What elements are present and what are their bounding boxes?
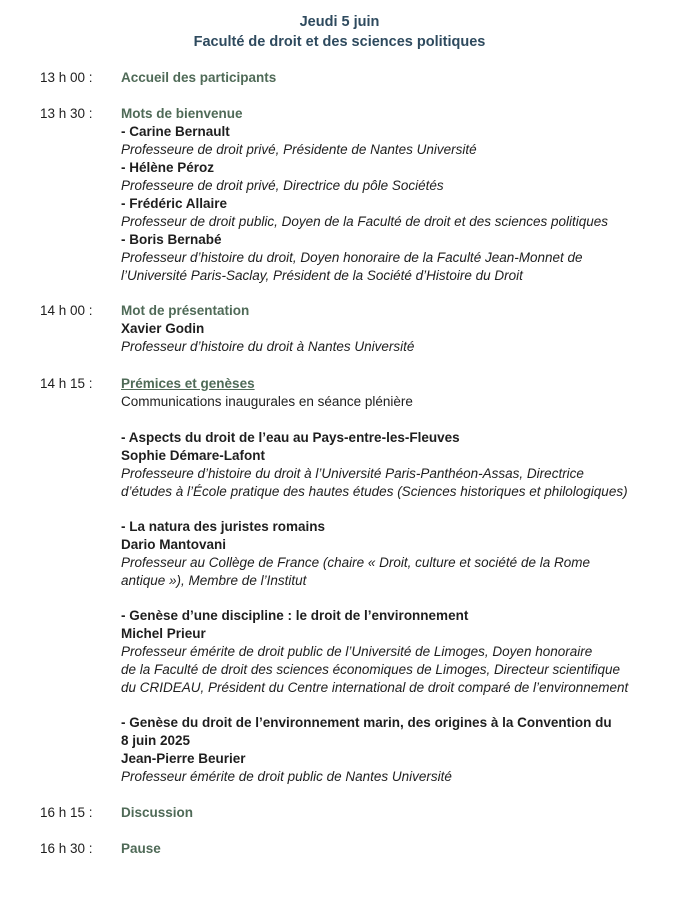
talk-title: 8 juin 2025 [121, 733, 191, 748]
speaker-name: Xavier Godin [121, 321, 205, 336]
speaker-role: l’Université Paris-Saclay, Président de la Société d’Histoire du Droit [121, 268, 523, 283]
speaker-role: Professeur au Collège de France (chaire « Droit, culture et société de la Rome [121, 555, 590, 570]
speaker-role: Professeur de droit public, Doyen de la Faculté de droit et des sciences politiques [121, 214, 609, 229]
session-title: Discussion [121, 805, 194, 820]
time-slot: 14 h 15 : [40, 376, 93, 391]
speaker-name: - Carine Bernault [121, 124, 230, 139]
session-title: Accueil des participants [121, 70, 277, 85]
speaker-role: Professeur émérite de droit public de l’Université de Limoges, Doyen honoraire [121, 644, 593, 659]
session-title: Mots de bienvenue [121, 106, 243, 121]
speaker-name: - Frédéric Allaire [121, 196, 228, 211]
session-title: Pause [121, 841, 161, 856]
venue-heading: Faculté de droit et des sciences politiques [193, 34, 486, 50]
time-slot: 13 h 00 : [40, 70, 93, 85]
talk-title: - Genèse du droit de l’environnement marin, des origines à la Convention du [121, 715, 612, 730]
speaker-name: Jean-Pierre Beurier [121, 751, 246, 766]
speaker-role: Professeur d’histoire du droit à Nantes Université [121, 339, 415, 354]
speaker-role: de la Faculté de droit des sciences économiques de Limoges, Directeur scientifique [121, 662, 621, 677]
time-slot: 16 h 15 : [40, 805, 93, 820]
talk-title: - Genèse d’une discipline : le droit de l’environnement [121, 608, 469, 623]
speaker-name: Michel Prieur [121, 626, 206, 641]
day-heading: Jeudi 5 juin [299, 14, 380, 30]
time-slot: 13 h 30 : [40, 106, 93, 121]
speaker-role: antique »), Membre de l’Institut [121, 573, 307, 588]
speaker-role: Professeure d’histoire du droit à l’Université Paris-Panthéon-Assas, Directrice [121, 466, 584, 481]
speaker-name: Sophie Démare-Lafont [121, 448, 266, 463]
time-slot: 14 h 00 : [40, 303, 93, 318]
speaker-role: du CRIDEAU, Président du Centre international de droit comparé de l’environnement [121, 680, 629, 695]
speaker-name: - Boris Bernabé [121, 232, 222, 247]
talk-title: - La natura des juristes romains [121, 519, 326, 534]
speaker-name: - Hélène Péroz [121, 160, 215, 175]
time-slot: 16 h 30 : [40, 841, 93, 856]
session-title-link[interactable]: Prémices et genèses [121, 376, 255, 391]
speaker-role: d’études à l’École pratique des hautes études (Sciences historiques et philologiques) [121, 484, 628, 499]
speaker-role: Professeur d’histoire du droit, Doyen honoraire de la Faculté Jean-Monnet de [121, 250, 583, 265]
session-title: Mot de présentation [121, 303, 250, 318]
session-subtitle: Communications inaugurales en séance plénière [121, 394, 413, 409]
speaker-role: Professeure de droit privé, Présidente de Nantes Université [121, 142, 477, 157]
speaker-name: Dario Mantovani [121, 537, 227, 552]
speaker-role: Professeur émérite de droit public de Nantes Université [121, 769, 452, 784]
speaker-role: Professeure de droit privé, Directrice du pôle Sociétés [121, 178, 444, 193]
talk-title: - Aspects du droit de l’eau au Pays-entre-les-Fleuves [121, 430, 460, 445]
